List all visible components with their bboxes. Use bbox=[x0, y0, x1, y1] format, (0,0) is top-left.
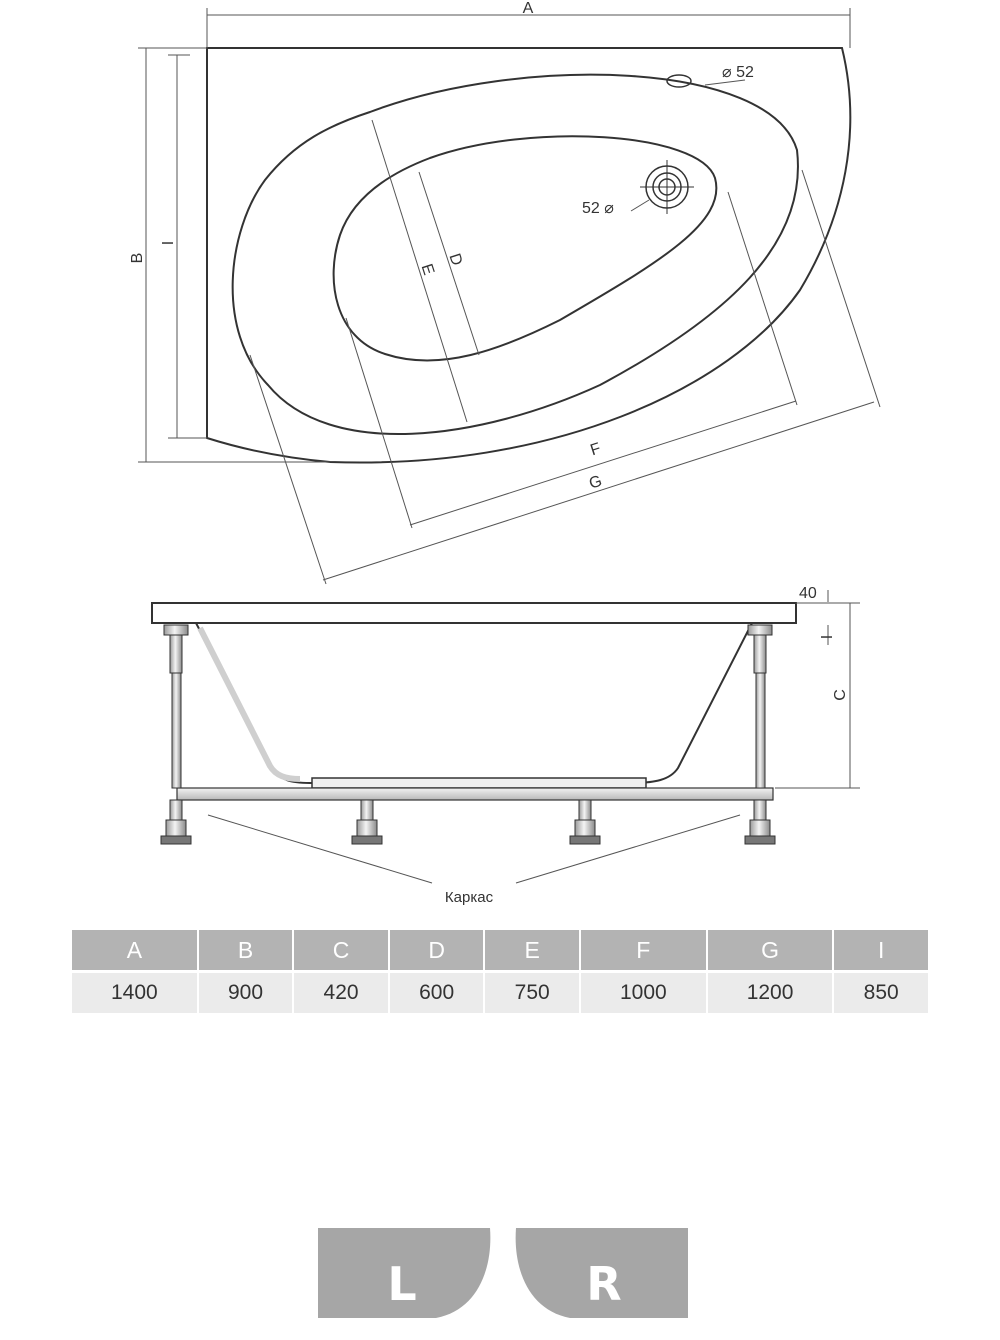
dimension-label-d: D bbox=[445, 251, 466, 268]
value-cell-d: 600 bbox=[390, 970, 484, 1013]
value-cell-g: 1200 bbox=[708, 970, 833, 1013]
tub-body bbox=[196, 623, 752, 783]
dimension-label-i: I bbox=[160, 240, 177, 246]
tub-outline bbox=[207, 48, 850, 463]
dimension-label-e: E bbox=[417, 261, 438, 278]
top-view bbox=[207, 48, 850, 463]
basin-outline bbox=[334, 136, 717, 360]
header-cell-f: F bbox=[581, 930, 706, 970]
header-cell-a: A bbox=[72, 930, 197, 970]
overflow-hole-label: ⌀ 52 bbox=[722, 64, 754, 81]
orientation-left-option[interactable] bbox=[318, 1228, 490, 1318]
header-cell-d: D bbox=[390, 930, 484, 970]
value-cell-c: 420 bbox=[294, 970, 388, 1013]
header-cell-b: B bbox=[199, 930, 293, 970]
frame-leg-center-right bbox=[570, 800, 600, 844]
dimension-table-header bbox=[72, 930, 928, 970]
top-view-dimensions bbox=[138, 8, 880, 584]
side-view bbox=[152, 603, 796, 844]
orientation-right-label: R bbox=[586, 1257, 622, 1311]
value-cell-e: 750 bbox=[485, 970, 579, 1013]
dimension-label-a: A bbox=[522, 0, 534, 17]
dimension-line-f bbox=[410, 401, 796, 525]
tub-bottom bbox=[312, 778, 646, 788]
header-cell-c: C bbox=[294, 930, 388, 970]
value-cell-i: 850 bbox=[834, 970, 928, 1013]
dimension-label-g: G bbox=[587, 472, 605, 493]
dimension-table bbox=[70, 930, 930, 1013]
rim-inner-outline bbox=[233, 75, 798, 434]
frame-pointer-left bbox=[208, 815, 432, 883]
tub-rim bbox=[152, 603, 796, 623]
value-cell-a: 1400 bbox=[72, 970, 197, 1013]
frame-crossbar bbox=[177, 788, 773, 800]
frame-leg-center-left bbox=[352, 800, 382, 844]
frame-pointer-right bbox=[516, 815, 740, 883]
dimension-label-f: F bbox=[588, 440, 603, 460]
dimension-label-c: C bbox=[832, 689, 849, 701]
orientation-options bbox=[318, 1228, 688, 1318]
top-view-labels bbox=[129, 0, 754, 493]
header-cell-g: G bbox=[708, 930, 833, 970]
value-cell-f: 1000 bbox=[581, 970, 706, 1013]
header-cell-i: I bbox=[834, 930, 928, 970]
frame-leg-right bbox=[745, 625, 775, 844]
dimension-label-i-side: I bbox=[819, 634, 836, 640]
rim-height-label: 40 bbox=[799, 585, 817, 602]
orientation-right-option[interactable] bbox=[516, 1228, 688, 1318]
dimension-line-g bbox=[323, 402, 874, 580]
frame-leg-left bbox=[161, 625, 191, 844]
drain-hole-label: 52 ⌀ bbox=[582, 200, 614, 217]
value-cell-b: 900 bbox=[199, 970, 293, 1013]
drain-icon bbox=[640, 160, 694, 214]
orientation-left-label: L bbox=[387, 1257, 417, 1311]
dimension-label-b: B bbox=[129, 252, 146, 264]
frame-label: Каркас bbox=[444, 889, 494, 906]
header-cell-e: E bbox=[485, 930, 579, 970]
dimension-table-values bbox=[72, 970, 928, 1013]
